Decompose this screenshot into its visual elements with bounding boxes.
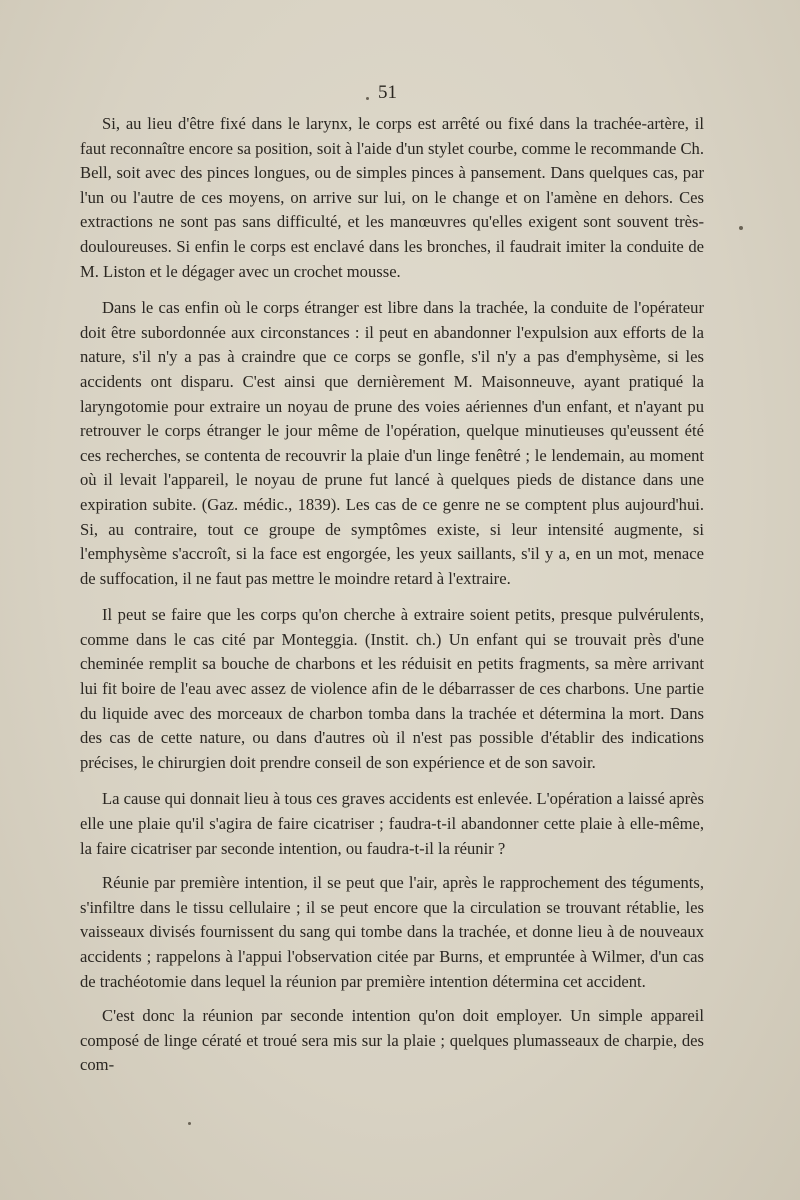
body-text bbox=[80, 112, 704, 1090]
paragraph-1: Si, au lieu d'être fixé dans le larynx, le corps est arrêté ou fixé dans la trachée-artère, il faut reconnaître encore sa position, soit à l'aide d'un stylet courbe, comme le recommande Ch. Bell, soit avec des pinces longues, ou de simples pinces à pansement. Dans quelques cas, par l'un ou l'autre de ces moyens, on arrive sur lui, on le change et on l'amène en dehors. Ces extractions ne sont pas sans difficulté, et les manœuvres qu'elles exigent sont souvent très-douloureuses. Si enfin le corps est enclavé dans les bronches, il faudrait imiter la conduite de M. Liston et le dégager avec un crochet mousse. bbox=[80, 114, 704, 281]
paragraph-2: Dans le cas enfin où le corps étranger est libre dans la trachée, la conduite de l'opérateur doit être subordonnée aux circonstances : il peut en abandonner l'expulsion aux efforts de la nature, s'il n'y a pas à craindre que ce corps se gonfle, s'il n'y a pas d'emphysème, si les accidents ont disparu. C'est ainsi que dernièrement M. Maisonneuve, ayant pratiqué la laryngotomie pour extraire un noyau de prune des voies aériennes d'un enfant, et n'ayant pu retrouver le corps étranger le jour même de l'opération, quelque minutieuses qu'eussent été ces recherches, se contenta de recouvrir la plaie d'un linge fenêtré ; le lendemain, au moment où il levait l'appareil, le noyau de prune fut lancé à quelques pieds de distance dans une expiration subite. (Gaz. médic., 1839). Les cas de ce genre ne se comptent plus aujourd'hui. Si, au contraire, tout ce groupe de symptômes existe, si leur intensité augmente, si l'emphysème s'accroît, si la face est engorgée, les yeux saillants, s'il y a, en un mot, menace de suffocation, il ne faut pas mettre le moindre retard à l'extraire. bbox=[80, 298, 704, 588]
paper-speck bbox=[188, 1122, 191, 1125]
page-number: 51 bbox=[378, 82, 397, 103]
paragraph-6: C'est donc la réunion par seconde intention qu'on doit employer. Un simple appareil composé de linge cératé et troué sera mis sur la plaie ; quelques plumasseaux de charpie, des com- bbox=[80, 1006, 704, 1075]
paper-speck bbox=[366, 97, 369, 100]
paragraph-5: Réunie par première intention, il se peut que l'air, après le rapprochement des téguments, s'infiltre dans le tissu cellulaire ; il se peut encore que la circulation se trouvant rétablie, les vaisseaux divisés fournissent du sang qui tombe dans la trachée, et donne lieu à de nouveaux accidents ; rappelons à l'appui l'observation citée par Burns, et empruntée à Wilmer, d'un cas de trachéotomie dans lequel la réunion par première intention détermina cet accident. bbox=[80, 873, 704, 991]
paragraph-3: Il peut se faire que les corps qu'on cherche à extraire soient petits, presque pulvérulents, comme dans le cas cité par Monteggia. (Instit. ch.) Un enfant qui se trouvait près d'une cheminée remplit sa bouche de charbons et les réduisit en petits fragments, sa mère arrivant lui fit boire de l'eau avec assez de violence afin de le débarrasser de ces charbons. Une partie du liquide avec des morceaux de charbon tomba dans la trachée et détermina la mort. Dans des cas de cette nature, ou dans d'autres où il n'est pas possible d'établir des indications précises, le chirurgien doit prendre conseil de son expérience et de son savoir. bbox=[80, 605, 704, 772]
paragraph-4: La cause qui donnait lieu à tous ces graves accidents est enlevée. L'opération a laissé après elle une plaie qu'il s'agira de faire cicatriser ; faudra-t-il abandonner cette plaie à elle-même, la faire cicatriser par seconde intention, ou faudra-t-il la réunir ? bbox=[80, 789, 704, 858]
paper-speck bbox=[739, 226, 743, 230]
